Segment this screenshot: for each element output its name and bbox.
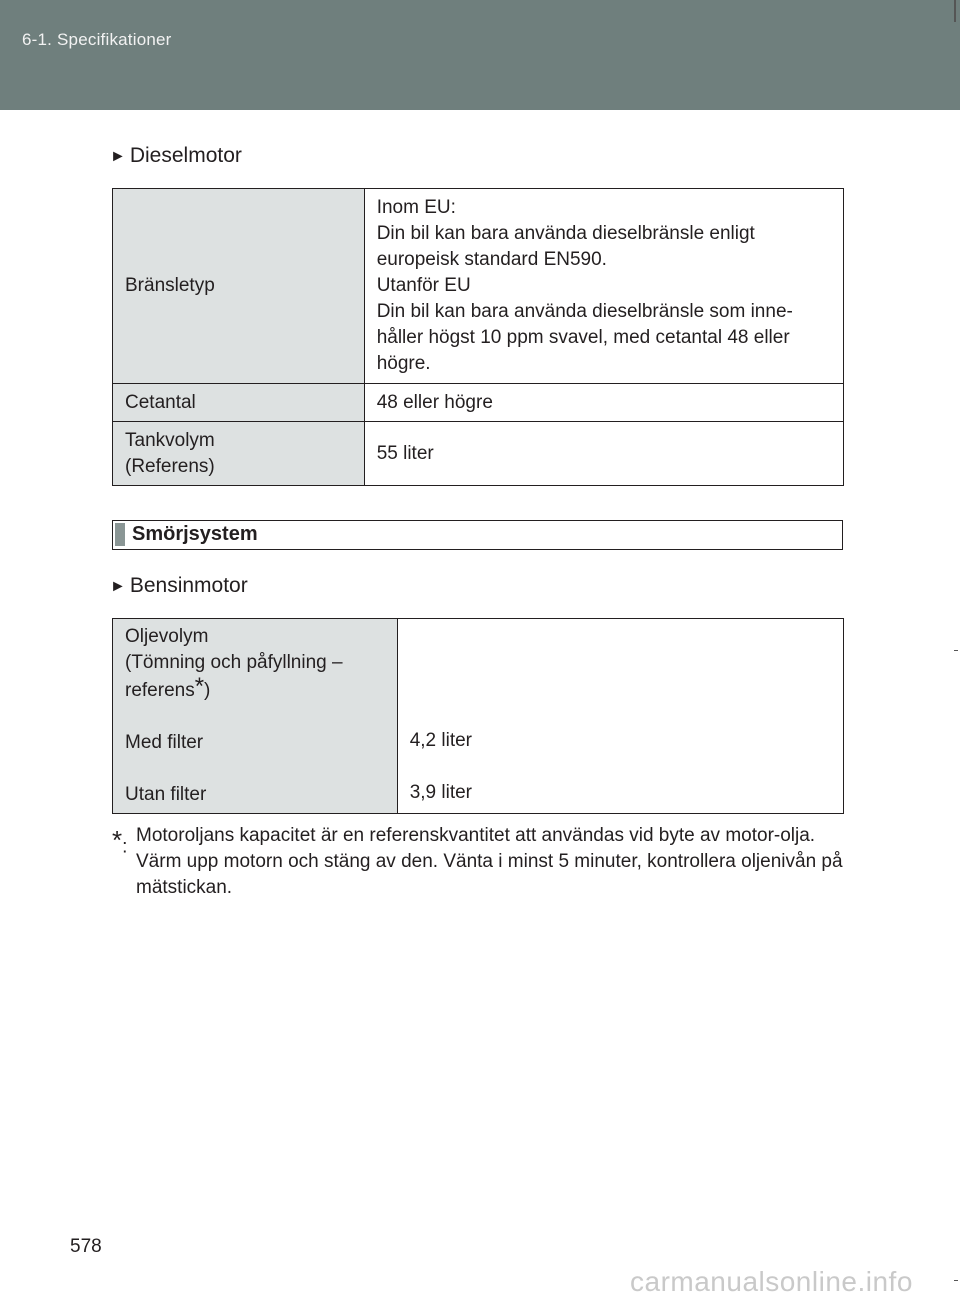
oil-volume-values — [397, 619, 843, 814]
footnote-text: Motoroljans kapacitet är en referenskvantitet att användas vid byte av motor-olja. Värm upp motorn och stäng av den. Vänta i minst 5 minuter, kontrollera oljenivån på mätstickan. — [136, 825, 843, 898]
asterisk-mark: * — [112, 825, 123, 855]
table-row — [113, 384, 844, 422]
with-filter-value: 4,2 liter — [409, 730, 472, 751]
with-filter-label: Med filter — [125, 732, 204, 753]
oil-label-line: Oljevolym — [125, 626, 209, 647]
oil-volume-label — [113, 619, 398, 814]
oil-table — [112, 618, 844, 814]
petrol-heading — [110, 574, 248, 598]
fuel-line: högre. — [376, 353, 431, 374]
table-row — [113, 189, 844, 384]
table-row — [113, 619, 844, 814]
oil-label-line: (Tömning och påfyllning – — [125, 652, 343, 673]
oil-label-ref: referens — [125, 680, 195, 701]
footnote-colon: : — [122, 836, 128, 858]
crop-mark-bottom — [954, 1280, 958, 1281]
fuel-line: håller högst 10 ppm svavel, med cetantal 48 eller — [376, 327, 790, 348]
arrow-icon: ► — [110, 148, 126, 165]
arrow-icon: ► — [110, 578, 126, 595]
without-filter-label: Utan filter — [125, 784, 207, 805]
diesel-table — [112, 188, 844, 486]
crop-mark-mid — [954, 650, 958, 651]
diesel-heading — [110, 144, 242, 168]
cetane-label: Cetantal — [113, 384, 365, 422]
fuel-line: Din bil kan bara använda dieselbränsle enligt — [376, 223, 755, 244]
fuel-line: europeisk standard EN590. — [376, 249, 607, 270]
oil-label-line — [125, 673, 385, 704]
lubrication-heading-text: Smörjsystem — [132, 523, 258, 545]
diesel-heading-text: Dieselmotor — [129, 144, 242, 167]
crop-mark-top — [954, 0, 956, 22]
page-header — [0, 0, 960, 110]
table-row — [113, 422, 844, 486]
tank-label — [113, 422, 365, 486]
footnote-mark — [112, 823, 127, 860]
oil-label-close: ) — [204, 680, 211, 701]
petrol-heading-text: Bensinmotor — [129, 574, 248, 597]
tank-label-line: (Referens) — [125, 455, 215, 477]
tank-value: 55 liter — [364, 422, 843, 486]
tank-label-line: Tankvolym — [125, 429, 215, 451]
chapter-title: 6-1. Specifikationer — [22, 30, 172, 49]
cetane-value: 48 eller högre — [364, 384, 843, 422]
page-number: 578 — [70, 1236, 102, 1257]
heading-accent-bar — [115, 523, 125, 546]
fuel-line: Utanför EU — [376, 275, 471, 296]
watermark: carmanualsonline.info — [630, 1266, 913, 1297]
lubrication-heading — [112, 520, 843, 550]
fuel-type-value — [364, 189, 843, 384]
without-filter-value: 3,9 liter — [409, 782, 472, 803]
fuel-line: Din bil kan bara använda dieselbränsle som inne- — [376, 301, 793, 322]
fuel-line: Inom EU: — [376, 197, 456, 218]
footnote — [112, 823, 852, 901]
asterisk-mark: * — [194, 673, 205, 700]
fuel-type-label: Bränsletyp — [113, 189, 365, 384]
